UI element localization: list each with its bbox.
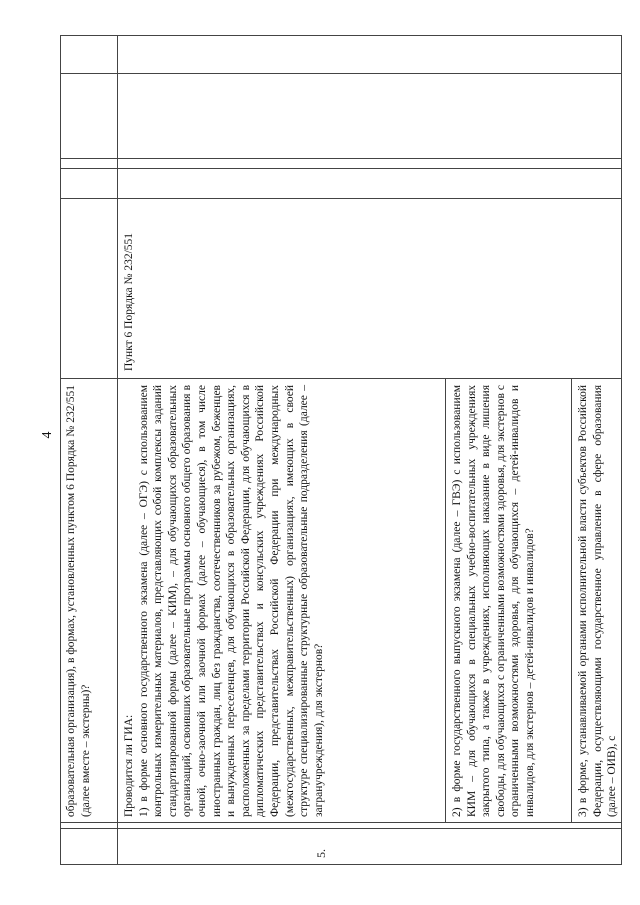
column-divider <box>61 828 621 829</box>
top-row-requirement: образовательная организация), в формах, установленных пунктом 6 Порядка № 232/551 (далее вместе – экстерны)? <box>65 385 92 817</box>
column-divider <box>61 168 621 169</box>
item-divider <box>445 379 446 823</box>
column-divider <box>61 198 621 199</box>
row-divider <box>117 36 118 864</box>
item-gve: 2) в форме государственного выпускного экзамена (далее – ГВЭ) с использованием КИМ – для обучающихся в специальных учебно-воспитательных учреждениях закрытого типа, а также в учреждениях, исполняющих наказание в виде лишения свободы, для обучающихся с ограниченными возможностями здоровья, для экстернов с ограниченными возможностями здоровья, для обучающихся – детей-инвалидов и инвалидов, для экстернов – детей-инвалидов и инвалидов? <box>451 385 536 817</box>
item-ogе: 1) в форме основного государственного экзамена (далее – ОГЭ) с использованием контрольных измерительных материалов, представляющих собой комплексы заданий стандартизированной формы (далее – КИМ), – для обучающихся образовательных организаций, освоивших образовательные программы основного общего образования в очной, очно-заочной или заочной формах (далее – обучающиеся), в том числе иностранных граждан, лиц без гражданства, соотечественников за рубежом, беженцев и вынужденных переселенцев, для обучающихся в образовательных организациях, расположенных за пределами территории Российской Федерации, для обучающихся в дипломатических представительствах и консульских учреждениях Российской Федерации, представительствах Российской Федерации при международных (межгосударственных, межправительственных) организациях, имеющих в своей структуре специализированные структурные образовательные подразделения (далее – загранучреждения), для экстернов? <box>137 385 325 817</box>
page-number: 4 <box>40 431 55 439</box>
reference-cell: Пункт 6 Порядка № 232/551 <box>123 232 135 371</box>
question-title: Проводится ли ГИА: <box>123 714 135 817</box>
column-divider <box>61 73 621 74</box>
item-divider <box>571 379 572 823</box>
item-oiv-form: 3) в форме, устанавливаемой органами исполнительной власти субъектов Российской Федерации, осуществляющими государственное управление в сфере образования (далее – ОИВ), с <box>577 385 619 817</box>
column-divider <box>61 158 621 159</box>
row-number: 5. <box>314 849 328 858</box>
checklist-table <box>60 35 622 865</box>
question-cell <box>119 379 445 823</box>
